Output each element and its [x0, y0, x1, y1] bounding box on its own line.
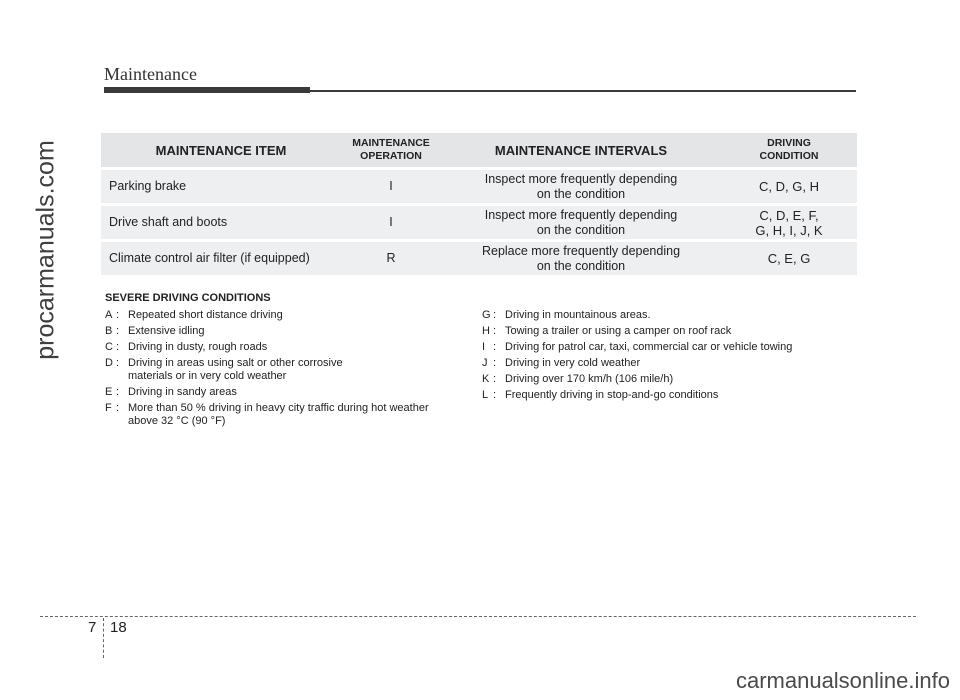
condition-text: Driving for patrol car, taxi, commercial car or vehicle towing — [505, 341, 793, 353]
condition-code: F — [105, 402, 112, 414]
cell-interval: Inspect more frequently depending on the condition — [441, 170, 721, 203]
column-header-condition: DRIVING CONDITION — [721, 133, 857, 167]
condition-text: Driving in mountainous areas. — [505, 309, 651, 321]
cell-condition: C, D, G, H — [721, 170, 857, 203]
condition-code: I — [482, 341, 486, 353]
column-header-intervals: MAINTENANCE INTERVALS — [441, 133, 721, 167]
side-watermark: procarmanuals.com — [31, 140, 60, 360]
condition-text: Driving in sandy areas — [128, 386, 237, 398]
condition-code: D — [105, 357, 113, 369]
list-item: D : Driving in areas using salt or other corrosive materials or in very cold weather — [105, 357, 343, 382]
list-item: J : Driving in very cold weather — [482, 357, 641, 369]
list-item: F : More than 50 % driving in heavy city traffic during hot weather above 32 °C (90 °F) — [105, 402, 429, 427]
condition-text: Repeated short distance driving — [128, 309, 283, 321]
bottom-watermark: carmanualsonline.info — [735, 668, 950, 693]
cell-interval: Inspect more frequently depending on the condition — [441, 206, 721, 239]
chapter-number: 7 — [88, 619, 97, 636]
cell-item: Parking brake — [101, 170, 341, 203]
column-header-item: MAINTENANCE ITEM — [101, 133, 341, 167]
condition-text: More than 50 % driving in heavy city traffic during hot weather above 32 °C (90 °F) — [128, 402, 429, 427]
cell-operation: I — [341, 206, 441, 239]
cell-item: Climate control air filter (if equipped) — [101, 242, 341, 275]
severe-conditions-left-list — [105, 309, 465, 431]
table-row — [101, 170, 857, 203]
condition-text: Frequently driving in stop-and-go conditions — [505, 389, 719, 401]
list-item: A : Repeated short distance driving — [105, 309, 283, 321]
condition-code: H — [482, 325, 490, 337]
severe-conditions-right-list — [482, 309, 842, 405]
condition-code: G — [482, 309, 491, 321]
cell-operation: R — [341, 242, 441, 275]
condition-code: K — [482, 373, 490, 385]
cell-item: Drive shaft and boots — [101, 206, 341, 239]
list-item: E : Driving in sandy areas — [105, 386, 237, 398]
condition-code: B — [105, 325, 113, 337]
list-item: L : Frequently driving in stop-and-go conditions — [482, 389, 719, 401]
condition-text: Driving over 170 km/h (106 mile/h) — [505, 373, 674, 385]
table-header-row — [101, 133, 857, 167]
condition-text: Driving in very cold weather — [505, 357, 641, 369]
cell-condition: C, D, E, F, G, H, I, J, K — [721, 206, 857, 239]
table-row — [101, 206, 857, 239]
list-item: K : Driving over 170 km/h (106 mile/h) — [482, 373, 674, 385]
cell-condition: C, E, G — [721, 242, 857, 275]
footer-divider — [40, 616, 916, 617]
footer-page-divider — [103, 618, 104, 658]
header-rule-accent — [104, 87, 310, 93]
cell-operation: I — [341, 170, 441, 203]
list-item: H : Towing a trailer or using a camper on roof rack — [482, 325, 732, 337]
condition-code: A — [105, 309, 113, 321]
table-row — [101, 242, 857, 275]
cell-interval: Replace more frequently depending on the condition — [441, 242, 721, 275]
maintenance-table — [101, 130, 857, 278]
condition-code: C — [105, 341, 113, 353]
page-number: 18 — [110, 619, 127, 636]
condition-text: Driving in dusty, rough roads — [128, 341, 268, 353]
list-item: B : Extensive idling — [105, 325, 205, 337]
list-item: C : Driving in dusty, rough roads — [105, 341, 268, 353]
list-item: G : Driving in mountainous areas. — [482, 309, 651, 321]
list-item: I : Driving for patrol car, taxi, commercial car or vehicle towing — [482, 341, 793, 353]
condition-text: Extensive idling — [128, 325, 205, 337]
severe-conditions-title: SEVERE DRIVING CONDITIONS — [105, 292, 271, 304]
column-header-operation: MAINTENANCE OPERATION — [341, 133, 441, 167]
condition-code: L — [482, 389, 489, 401]
condition-code: J — [482, 357, 488, 369]
section-title: Maintenance — [104, 64, 197, 84]
condition-text: Driving in areas using salt or other corrosive materials or in very cold weather — [128, 357, 343, 382]
condition-text: Towing a trailer or using a camper on roof rack — [505, 325, 732, 337]
condition-code: E — [105, 386, 113, 398]
